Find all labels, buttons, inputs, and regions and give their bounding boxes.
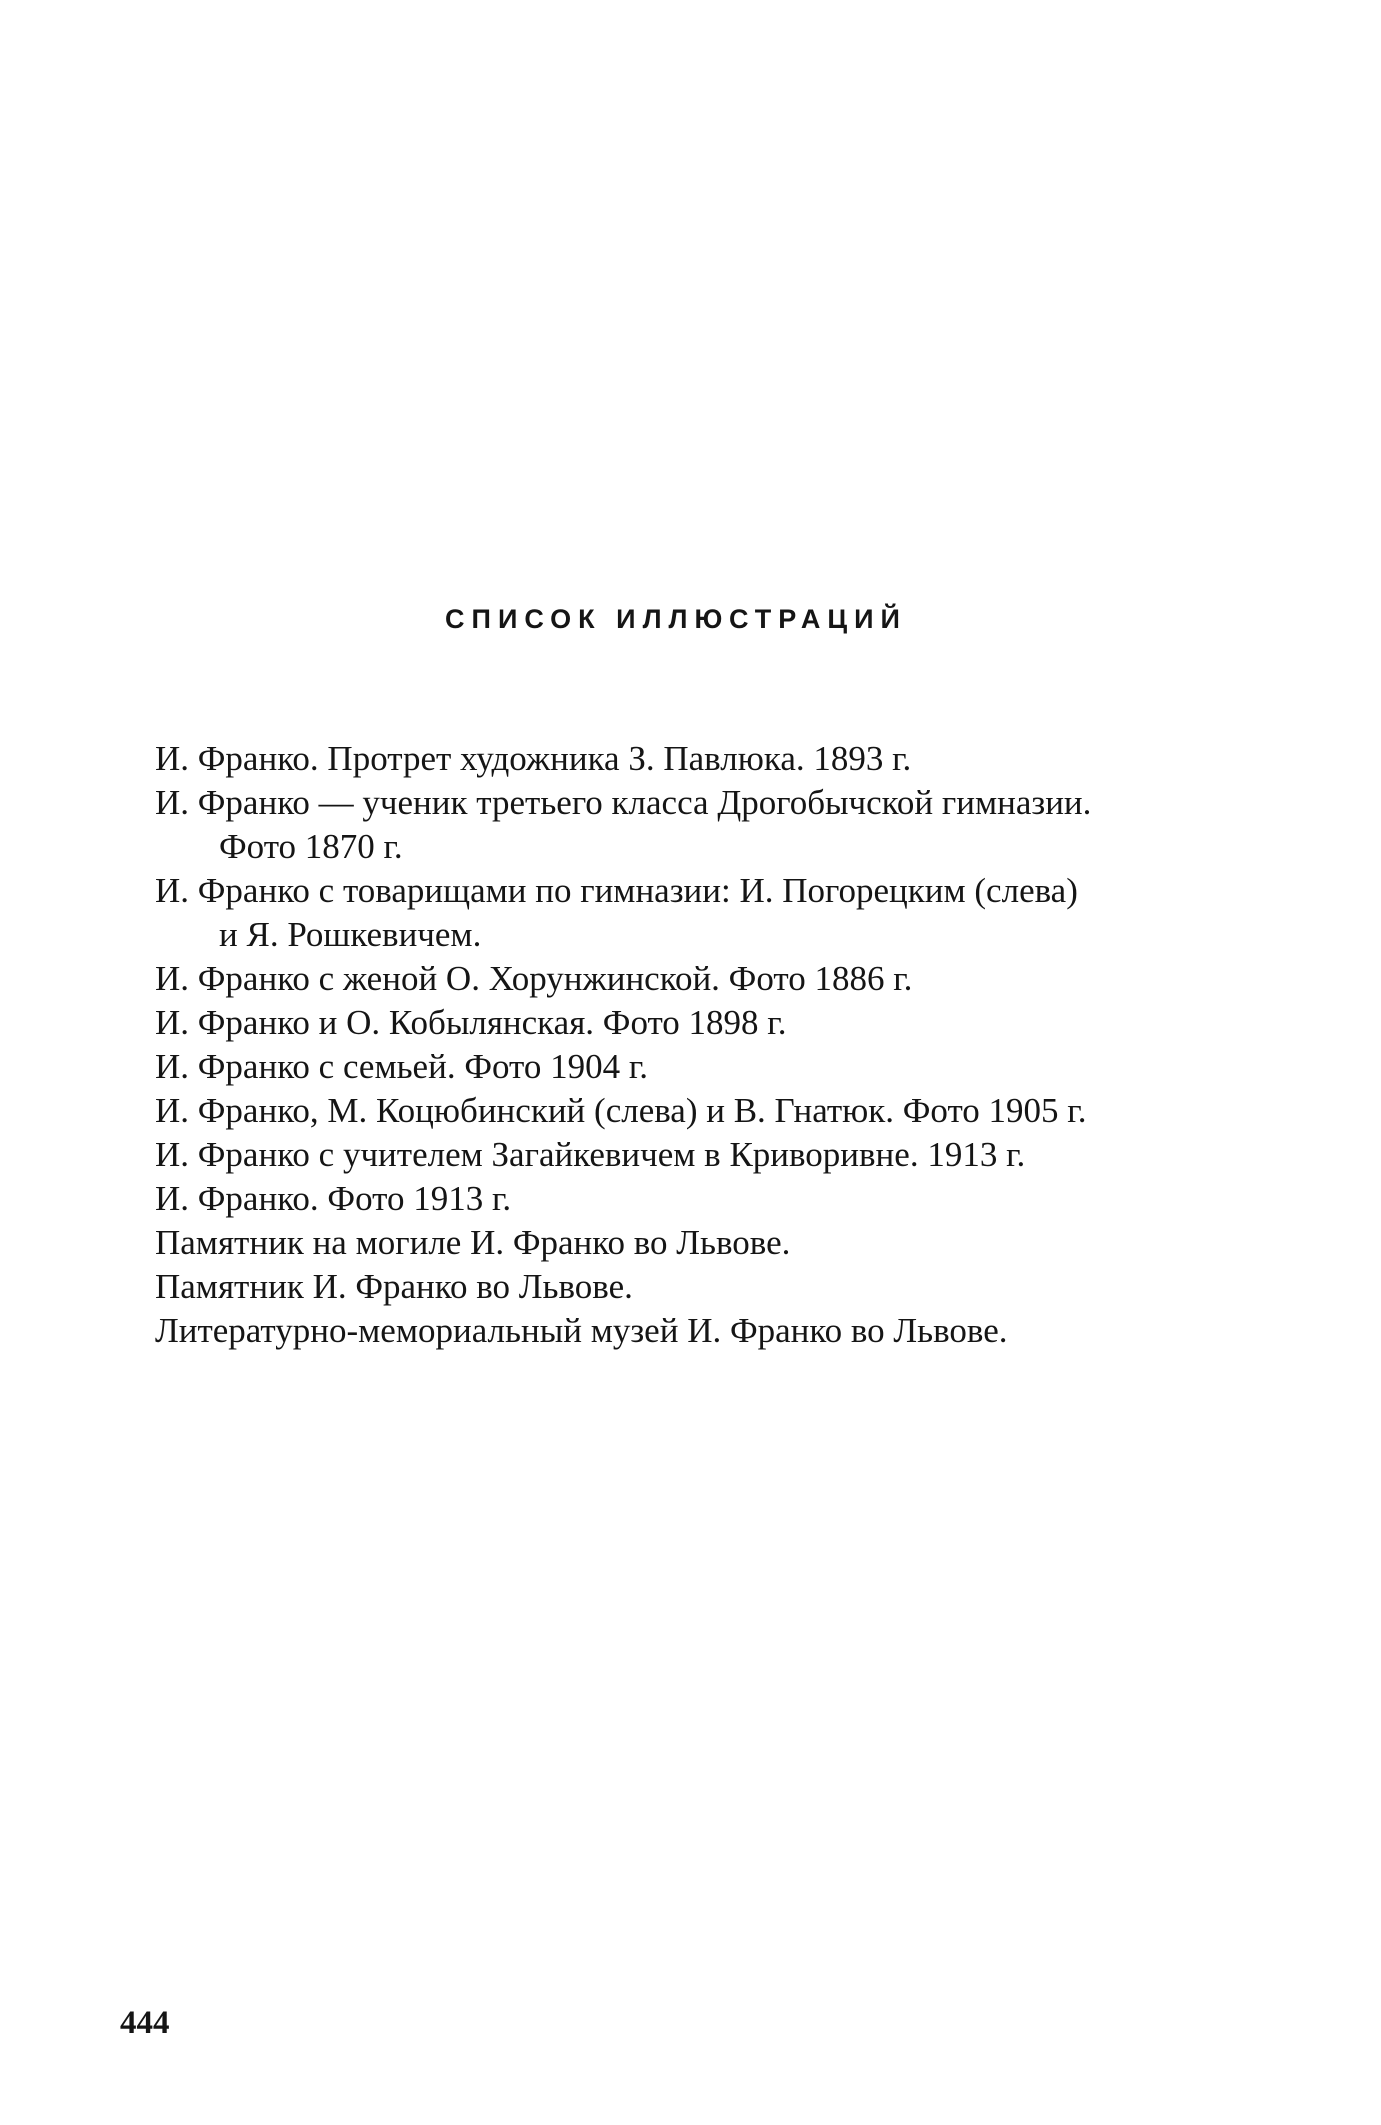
page-number: 444 [120, 2005, 170, 2041]
list-item-text: Памятник И. Франко во Львове. [155, 1267, 633, 1306]
list-item-text: И. Франко с семьей. Фото 1904 г. [155, 1047, 649, 1086]
illustrations-list [155, 737, 1235, 1353]
list-item-text: И. Франко с товарищами по гимназии: И. Погорецким (слева) [155, 871, 1078, 910]
list-item [155, 1221, 1235, 1265]
list-item [155, 1045, 1235, 1089]
list-item [155, 781, 1235, 869]
list-item-text: И. Франко и О. Кобылянская. Фото 1898 г. [155, 1003, 787, 1042]
list-item-text: Литературно-мемориальный музей И. Франко во Львове. [155, 1311, 1008, 1350]
list-item [155, 1001, 1235, 1045]
list-item [155, 957, 1235, 1001]
page-title: СПИСОК ИЛЛЮСТРАЦИЙ [445, 604, 907, 634]
list-item [155, 1133, 1235, 1177]
list-item-continuation: и Я. Рошкевичем. [219, 915, 482, 954]
list-item-text: И. Франко, М. Коцюбинский (слева) и В. Гнатюк. Фото 1905 г. [155, 1091, 1087, 1130]
list-item-text: И. Франко с женой О. Хорунжинской. Фото 1886 г. [155, 959, 913, 998]
list-item-text: И. Франко с учителем Загайкевичем в Криворивне. 1913 г. [155, 1135, 1026, 1174]
list-item-text: И. Франко. Протрет художника З. Павлюка. 1893 г. [155, 739, 912, 778]
list-item [155, 869, 1235, 957]
list-item-continuation: Фото 1870 г. [219, 827, 403, 866]
list-item [155, 1309, 1235, 1353]
list-item-text: И. Франко. Фото 1913 г. [155, 1179, 512, 1218]
list-item-text: И. Франко — ученик третьего класса Дрогобычской гимназии. [155, 783, 1092, 822]
list-item [155, 1265, 1235, 1309]
list-item [155, 1089, 1235, 1133]
list-item [155, 1177, 1235, 1221]
list-item-text: Памятник на могиле И. Франко во Львове. [155, 1223, 791, 1262]
list-item [155, 737, 1235, 781]
